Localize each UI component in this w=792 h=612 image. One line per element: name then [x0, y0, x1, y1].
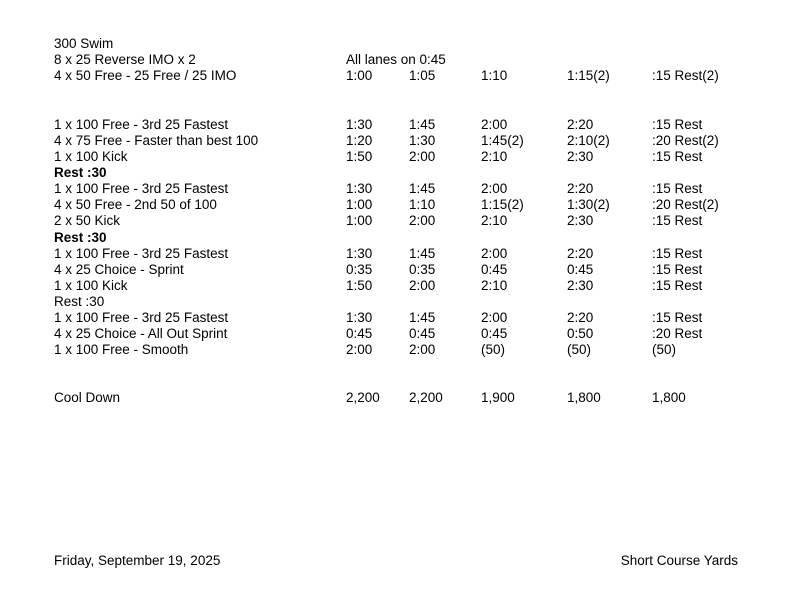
lane-interval-1: 1:20 — [346, 133, 373, 148]
workout-row — [0, 230, 792, 246]
lane-interval-5: :15 Rest — [652, 278, 703, 293]
footer-date: Friday, September 19, 2025 — [54, 553, 221, 568]
lane-interval-4: 2:20 — [567, 310, 594, 325]
lane-interval-3: 2:00 — [481, 246, 508, 261]
lane-interval-4: 2:20 — [567, 181, 594, 196]
lane-interval-3: 0:45 — [481, 262, 508, 277]
workout-set-description: 1 x 100 Free - 3rd 25 Fastest — [54, 246, 229, 261]
lane-interval-3: (50) — [481, 342, 506, 357]
workout-set-description: Rest :30 — [54, 165, 107, 180]
lane-interval-5: :15 Rest — [652, 262, 703, 277]
workout-set-description: 4 x 25 Choice - All Out Sprint — [54, 326, 228, 341]
lane-interval-2: 1:05 — [409, 68, 436, 83]
workout-row — [0, 165, 792, 181]
workout-row — [0, 390, 792, 406]
workout-set-description: 1 x 100 Kick — [54, 278, 128, 293]
lane-interval-3: 1:45(2) — [481, 133, 524, 148]
lane-interval-5: 1,800 — [652, 390, 686, 405]
lane-interval-2: 0:35 — [409, 262, 436, 277]
lane-interval-1: 1:00 — [346, 68, 373, 83]
workout-set-description: Rest :30 — [54, 230, 107, 245]
lane-interval-1: 1:30 — [346, 310, 373, 325]
lane-interval-3: 2:00 — [481, 310, 508, 325]
lane-interval-4: 0:50 — [567, 326, 594, 341]
workout-row — [0, 246, 792, 262]
lane-interval-3: 1:15(2) — [481, 197, 524, 212]
workout-row — [0, 68, 792, 84]
workout-set-description: 300 Swim — [54, 36, 114, 51]
lane-interval-5: :15 Rest — [652, 117, 703, 132]
lane-interval-5: (50) — [652, 342, 677, 357]
lane-interval-4: 1,800 — [567, 390, 601, 405]
lane-interval-2: 2,200 — [409, 390, 443, 405]
lane-interval-1: 1:30 — [346, 181, 373, 196]
lane-interval-5: :15 Rest(2) — [652, 68, 719, 83]
lane-interval-1: 1:00 — [346, 213, 373, 228]
workout-row — [0, 278, 792, 294]
lane-interval-4: 2:20 — [567, 246, 594, 261]
workout-row — [0, 52, 792, 68]
workout-row — [0, 294, 792, 310]
lane-interval-3: 2:10 — [481, 278, 508, 293]
workout-set-description: 4 x 25 Choice - Sprint — [54, 262, 184, 277]
lane-interval-1: 0:45 — [346, 326, 373, 341]
lane-interval-1: 1:30 — [346, 246, 373, 261]
lane-interval-3: 1:10 — [481, 68, 508, 83]
workout-set-description: 2 x 50 Kick — [54, 213, 121, 228]
lane-interval-4: 2:30 — [567, 213, 594, 228]
lane-interval-2: 2:00 — [409, 213, 436, 228]
lane-interval-2: 2:00 — [409, 342, 436, 357]
lane-interval-3: 2:00 — [481, 117, 508, 132]
lane-interval-1: 1:00 — [346, 197, 373, 212]
workout-row — [0, 36, 792, 52]
workout-row — [0, 117, 792, 133]
workout-row — [0, 181, 792, 197]
lane-interval-5: :15 Rest — [652, 181, 703, 196]
lane-interval-5: :15 Rest — [652, 246, 703, 261]
lane-interval-5: :20 Rest(2) — [652, 133, 719, 148]
lane-interval-4: 1:30(2) — [567, 197, 610, 212]
lane-interval-1: 2:00 — [346, 342, 373, 357]
workout-row — [0, 213, 792, 229]
lane-interval-2: 1:30 — [409, 133, 436, 148]
workout-set-description: 1 x 100 Kick — [54, 149, 128, 164]
workout-row — [0, 133, 792, 149]
lane-interval-2: 1:45 — [409, 117, 436, 132]
lane-interval-3: 1,900 — [481, 390, 515, 405]
lane-interval-3: 0:45 — [481, 326, 508, 341]
workout-row — [0, 342, 792, 358]
lane-interval-3: 2:10 — [481, 213, 508, 228]
lane-interval-3: 2:10 — [481, 149, 508, 164]
workout-set-note: All lanes on 0:45 — [346, 52, 446, 67]
lane-interval-1: 1:50 — [346, 149, 373, 164]
workout-set-description: 4 x 75 Free - Faster than best 100 — [54, 133, 259, 148]
lane-interval-4: 2:20 — [567, 117, 594, 132]
lane-interval-4: 2:30 — [567, 149, 594, 164]
workout-set-description: 4 x 50 Free - 2nd 50 of 100 — [54, 197, 217, 212]
lane-interval-1: 2,200 — [346, 390, 380, 405]
workout-set-description: 4 x 50 Free - 25 Free / 25 IMO — [54, 68, 237, 83]
workout-row — [0, 197, 792, 213]
workout-row — [0, 310, 792, 326]
lane-interval-2: 1:45 — [409, 181, 436, 196]
lane-interval-2: 1:45 — [409, 246, 436, 261]
workout-set-description: Cool Down — [54, 390, 121, 405]
lane-interval-5: :20 Rest — [652, 326, 703, 341]
workout-set-description: 1 x 100 Free - 3rd 25 Fastest — [54, 117, 229, 132]
lane-interval-1: 0:35 — [346, 262, 373, 277]
lane-interval-4: 2:30 — [567, 278, 594, 293]
workout-row — [0, 262, 792, 278]
lane-interval-5: :15 Rest — [652, 149, 703, 164]
lane-interval-4: 2:10(2) — [567, 133, 610, 148]
footer-course: Short Course Yards — [620, 553, 738, 568]
lane-interval-4: 1:15(2) — [567, 68, 610, 83]
workout-set-description: 8 x 25 Reverse IMO x 2 — [54, 52, 196, 67]
lane-interval-2: 2:00 — [409, 278, 436, 293]
lane-interval-5: :15 Rest — [652, 213, 703, 228]
lane-interval-2: 2:00 — [409, 149, 436, 164]
lane-interval-2: 1:45 — [409, 310, 436, 325]
lane-interval-4: (50) — [567, 342, 592, 357]
lane-interval-1: 1:30 — [346, 117, 373, 132]
lane-interval-5: :15 Rest — [652, 310, 703, 325]
lane-interval-4: 0:45 — [567, 262, 594, 277]
workout-set-description: 1 x 100 Free - 3rd 25 Fastest — [54, 181, 229, 196]
lane-interval-1: 1:50 — [346, 278, 373, 293]
lane-interval-2: 1:10 — [409, 197, 436, 212]
lane-interval-3: 2:00 — [481, 181, 508, 196]
workout-set-description: 1 x 100 Free - Smooth — [54, 342, 189, 357]
workout-set-description: 1 x 100 Free - 3rd 25 Fastest — [54, 310, 229, 325]
lane-interval-5: :20 Rest(2) — [652, 197, 719, 212]
workout-row — [0, 326, 792, 342]
workout-set-description: Rest :30 — [54, 294, 105, 309]
lane-interval-2: 0:45 — [409, 326, 436, 341]
workout-row — [0, 149, 792, 165]
